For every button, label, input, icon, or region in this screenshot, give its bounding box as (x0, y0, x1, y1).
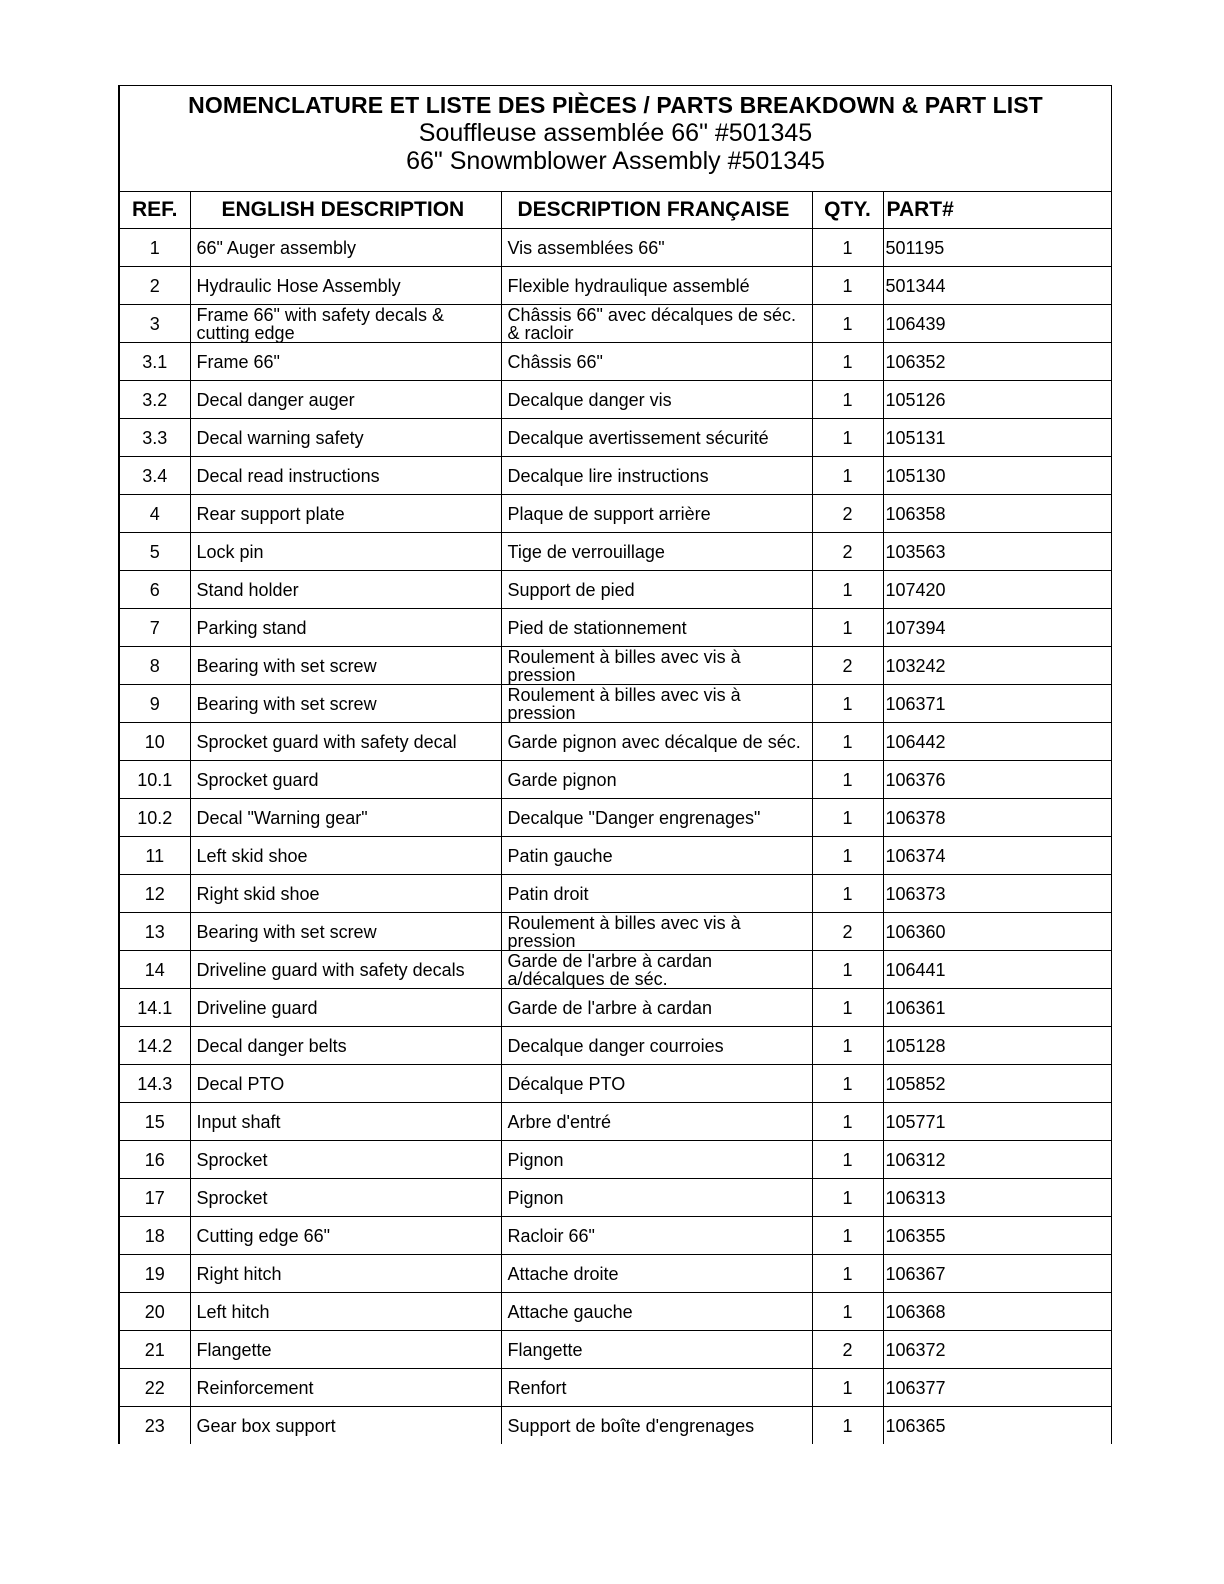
cell-french-description: Decalque "Danger engrenages" (501, 799, 812, 837)
table-row (120, 343, 1111, 381)
cell-english-description: Cutting edge 66" (190, 1217, 501, 1255)
cell-french-description: Patin gauche (501, 837, 812, 875)
table-row (120, 951, 1111, 989)
table-row (120, 1027, 1111, 1065)
cell-part-number: 105131 (883, 419, 1111, 457)
table-row (120, 989, 1111, 1027)
cell-ref: 22 (120, 1369, 190, 1407)
cell-ref: 3.3 (120, 419, 190, 457)
cell-english-description: Parking stand (190, 609, 501, 647)
cell-french-description: Decalque danger vis (501, 381, 812, 419)
cell-english-description: Bearing with set screw (190, 647, 501, 685)
table-row (120, 837, 1111, 875)
cell-qty: 1 (812, 457, 883, 495)
cell-part-number: 501344 (883, 267, 1111, 305)
cell-french-description: Support de boîte d'engrenages (501, 1407, 812, 1445)
table-row (120, 799, 1111, 837)
cell-french-description: Pignon (501, 1141, 812, 1179)
cell-french-description: Roulement à billes avec vis à pression (501, 913, 812, 951)
cell-english-description: Bearing with set screw (190, 913, 501, 951)
cell-qty: 1 (812, 685, 883, 723)
table-row (120, 229, 1111, 267)
cell-english-description: Decal PTO (190, 1065, 501, 1103)
cell-qty: 1 (812, 571, 883, 609)
cell-french-description: Roulement à billes avec vis à pression (501, 647, 812, 685)
cell-part-number: 106352 (883, 343, 1111, 381)
cell-ref: 11 (120, 837, 190, 875)
cell-french-description: Patin droit (501, 875, 812, 913)
cell-english-description: Driveline guard with safety decals (190, 951, 501, 989)
table-row (120, 1407, 1111, 1445)
cell-english-description: Left skid shoe (190, 837, 501, 875)
cell-french-description: Pignon (501, 1179, 812, 1217)
cell-qty: 1 (812, 1179, 883, 1217)
table-row (120, 267, 1111, 305)
cell-part-number: 103242 (883, 647, 1111, 685)
cell-qty: 1 (812, 951, 883, 989)
cell-qty: 2 (812, 533, 883, 571)
cell-french-description: Support de pied (501, 571, 812, 609)
cell-ref: 13 (120, 913, 190, 951)
cell-ref: 12 (120, 875, 190, 913)
table-row (120, 419, 1111, 457)
cell-ref: 4 (120, 495, 190, 533)
cell-part-number: 106355 (883, 1217, 1111, 1255)
cell-qty: 1 (812, 609, 883, 647)
cell-part-number: 105852 (883, 1065, 1111, 1103)
cell-qty: 2 (812, 1331, 883, 1369)
cell-qty: 1 (812, 1255, 883, 1293)
table-header-row (120, 192, 1111, 229)
table-row (120, 1179, 1111, 1217)
cell-part-number: 105130 (883, 457, 1111, 495)
table-row (120, 1331, 1111, 1369)
cell-qty: 1 (812, 989, 883, 1027)
cell-part-number: 106371 (883, 685, 1111, 723)
table-row (120, 723, 1111, 761)
cell-qty: 1 (812, 1407, 883, 1445)
cell-ref: 6 (120, 571, 190, 609)
table-row (120, 1065, 1111, 1103)
cell-french-description: Garde pignon (501, 761, 812, 799)
cell-part-number: 106441 (883, 951, 1111, 989)
cell-qty: 1 (812, 267, 883, 305)
cell-qty: 1 (812, 419, 883, 457)
cell-ref: 5 (120, 533, 190, 571)
cell-english-description: Sprocket guard with safety decal (190, 723, 501, 761)
cell-english-description: 66" Auger assembly (190, 229, 501, 267)
cell-french-description: Décalque PTO (501, 1065, 812, 1103)
cell-ref: 1 (120, 229, 190, 267)
cell-part-number: 106374 (883, 837, 1111, 875)
cell-ref: 17 (120, 1179, 190, 1217)
cell-qty: 1 (812, 1027, 883, 1065)
table-row (120, 685, 1111, 723)
cell-english-description: Right hitch (190, 1255, 501, 1293)
cell-english-description: Sprocket (190, 1179, 501, 1217)
table-row (120, 875, 1111, 913)
document-title: NOMENCLATURE ET LISTE DES PIÈCES / PARTS BREAKDOWN & PART LIST (188, 92, 1043, 118)
cell-french-description: Decalque avertissement sécurité (501, 419, 812, 457)
cell-part-number: 106360 (883, 913, 1111, 951)
cell-english-description: Flangette (190, 1331, 501, 1369)
cell-french-description: Racloir 66" (501, 1217, 812, 1255)
cell-french-description: Vis assemblées 66" (501, 229, 812, 267)
cell-qty: 1 (812, 1065, 883, 1103)
cell-qty: 1 (812, 799, 883, 837)
table-row (120, 1103, 1111, 1141)
cell-english-description: Decal warning safety (190, 419, 501, 457)
cell-qty: 1 (812, 1369, 883, 1407)
cell-part-number: 105771 (883, 1103, 1111, 1141)
cell-ref: 14.3 (120, 1065, 190, 1103)
table-row (120, 1217, 1111, 1255)
cell-english-description: Frame 66" (190, 343, 501, 381)
cell-ref: 10 (120, 723, 190, 761)
cell-part-number: 106439 (883, 305, 1111, 343)
cell-french-description: Decalque danger courroies (501, 1027, 812, 1065)
cell-french-description: Garde de l'arbre à cardan a/décalques de séc. (501, 951, 812, 989)
cell-part-number: 106367 (883, 1255, 1111, 1293)
table-row (120, 1255, 1111, 1293)
cell-ref: 3.1 (120, 343, 190, 381)
cell-part-number: 106377 (883, 1369, 1111, 1407)
cell-ref: 3.2 (120, 381, 190, 419)
cell-french-description: Roulement à billes avec vis à pression (501, 685, 812, 723)
cell-french-description: Tige de verrouillage (501, 533, 812, 571)
cell-part-number: 106365 (885, 1415, 946, 1436)
cell-ref: 18 (120, 1217, 190, 1255)
parts-list-sheet (118, 85, 1112, 1444)
table-row (120, 1141, 1111, 1179)
cell-english-description: Decal danger belts (190, 1027, 501, 1065)
cell-qty: 2 (812, 647, 883, 685)
table-row (120, 1369, 1111, 1407)
cell-ref: 3.4 (120, 457, 190, 495)
cell-part-number: 106358 (883, 495, 1111, 533)
table-row (120, 305, 1111, 343)
cell-english-description: Input shaft (190, 1103, 501, 1141)
cell-qty: 1 (812, 837, 883, 875)
cell-qty: 1 (812, 1217, 883, 1255)
cell-ref: 16 (120, 1141, 190, 1179)
cell-ref: 7 (120, 609, 190, 647)
cell-ref: 20 (120, 1293, 190, 1331)
cell-ref: 9 (120, 685, 190, 723)
cell-part-number: 103563 (883, 533, 1111, 571)
cell-french-description: Garde pignon avec décalque de séc. (501, 723, 812, 761)
cell-qty: 1 (812, 343, 883, 381)
document-subtitle-fr: Souffleuse assemblée 66" #501345 (418, 119, 813, 147)
column-header-qty: QTY. (812, 192, 883, 229)
cell-french-description: Attache droite (501, 1255, 812, 1293)
cell-english-description: Driveline guard (190, 989, 501, 1027)
cell-english-description: Sprocket guard (190, 761, 501, 799)
cell-part-number: 106376 (883, 761, 1111, 799)
cell-ref: 23 (120, 1407, 190, 1445)
cell-english-description: Reinforcement (190, 1369, 501, 1407)
cell-french-description: Pied de stationnement (501, 609, 812, 647)
cell-english-description: Bearing with set screw (190, 685, 501, 723)
table-row (120, 571, 1111, 609)
cell-part-number: 106373 (883, 875, 1111, 913)
cell-french-description: Flexible hydraulique assemblé (501, 267, 812, 305)
cell-qty: 1 (812, 761, 883, 799)
cell-english-description: Decal read instructions (190, 457, 501, 495)
cell-part-number: 107420 (883, 571, 1111, 609)
cell-ref: 14.2 (120, 1027, 190, 1065)
parts-table-body (120, 229, 1111, 1445)
cell-part-number: 106312 (883, 1141, 1111, 1179)
cell-qty: 2 (812, 913, 883, 951)
cell-french-description: Garde de l'arbre à cardan (501, 989, 812, 1027)
cell-english-description: Sprocket (190, 1141, 501, 1179)
table-row (120, 495, 1111, 533)
cell-french-description: Arbre d'entré (501, 1103, 812, 1141)
cell-english-description: Frame 66" with safety decals & cutting edge (190, 305, 501, 343)
cell-french-description: Châssis 66" (501, 343, 812, 381)
cell-part-number: 106442 (883, 723, 1111, 761)
cell-french-description: Renfort (501, 1369, 812, 1407)
cell-part-number: 501195 (883, 229, 1111, 267)
column-header-english: ENGLISH DESCRIPTION (190, 192, 501, 229)
cell-ref: 10.1 (120, 761, 190, 799)
column-header-part: PART# (883, 192, 1111, 229)
cell-qty: 1 (812, 381, 883, 419)
parts-table (120, 192, 1111, 1444)
cell-ref: 21 (120, 1331, 190, 1369)
cell-french-description: Plaque de support arrière (501, 495, 812, 533)
cell-french-description: Châssis 66" avec décalques de séc. & racloir (501, 305, 812, 343)
cell-part-number: 106368 (883, 1293, 1111, 1331)
cell-french-description: Decalque lire instructions (501, 457, 812, 495)
table-row (120, 533, 1111, 571)
cell-ref: 3 (120, 305, 190, 343)
cell-part-number: 105126 (883, 381, 1111, 419)
column-header-ref: REF. (120, 192, 190, 229)
table-row (120, 647, 1111, 685)
cell-ref: 15 (120, 1103, 190, 1141)
table-row (120, 1293, 1111, 1331)
table-row (120, 457, 1111, 495)
cell-part-number: 106361 (883, 989, 1111, 1027)
cell-english-description: Right skid shoe (190, 875, 501, 913)
cell-english-description: Stand holder (190, 571, 501, 609)
cell-ref: 14 (120, 951, 190, 989)
cell-english-description: Lock pin (190, 533, 501, 571)
table-row (120, 761, 1111, 799)
cell-qty: 1 (812, 305, 883, 343)
cell-qty: 2 (812, 495, 883, 533)
cell-english-description: Decal danger auger (190, 381, 501, 419)
cell-part-number: 106372 (883, 1331, 1111, 1369)
cell-part-number: 106378 (883, 799, 1111, 837)
cell-english-description: Decal "Warning gear" (190, 799, 501, 837)
document-header (120, 86, 1111, 192)
cell-part-number: 105128 (883, 1027, 1111, 1065)
cell-qty: 1 (812, 1103, 883, 1141)
cell-french-description: Flangette (501, 1331, 812, 1369)
cell-qty: 1 (812, 723, 883, 761)
column-header-french: DESCRIPTION FRANÇAISE (501, 192, 812, 229)
cell-english-description: Gear box support (190, 1407, 501, 1445)
cell-qty: 1 (812, 1293, 883, 1331)
cell-qty: 1 (812, 875, 883, 913)
cell-ref: 10.2 (120, 799, 190, 837)
table-row (120, 381, 1111, 419)
table-row (120, 913, 1111, 951)
cell-french-description: Attache gauche (501, 1293, 812, 1331)
cell-ref: 2 (120, 267, 190, 305)
cell-english-description: Left hitch (190, 1293, 501, 1331)
cell-ref: 8 (120, 647, 190, 685)
cell-part-number: 107394 (883, 609, 1111, 647)
document-subtitle-en: 66" Snowmblower Assembly #501345 (406, 147, 825, 175)
cell-ref: 19 (120, 1255, 190, 1293)
cell-part-number: 106313 (883, 1179, 1111, 1217)
cell-english-description: Rear support plate (190, 495, 501, 533)
cell-ref: 14.1 (120, 989, 190, 1027)
table-row (120, 609, 1111, 647)
cell-english-description: Hydraulic Hose Assembly (190, 267, 501, 305)
cell-qty: 1 (812, 229, 883, 267)
cell-qty: 1 (812, 1141, 883, 1179)
